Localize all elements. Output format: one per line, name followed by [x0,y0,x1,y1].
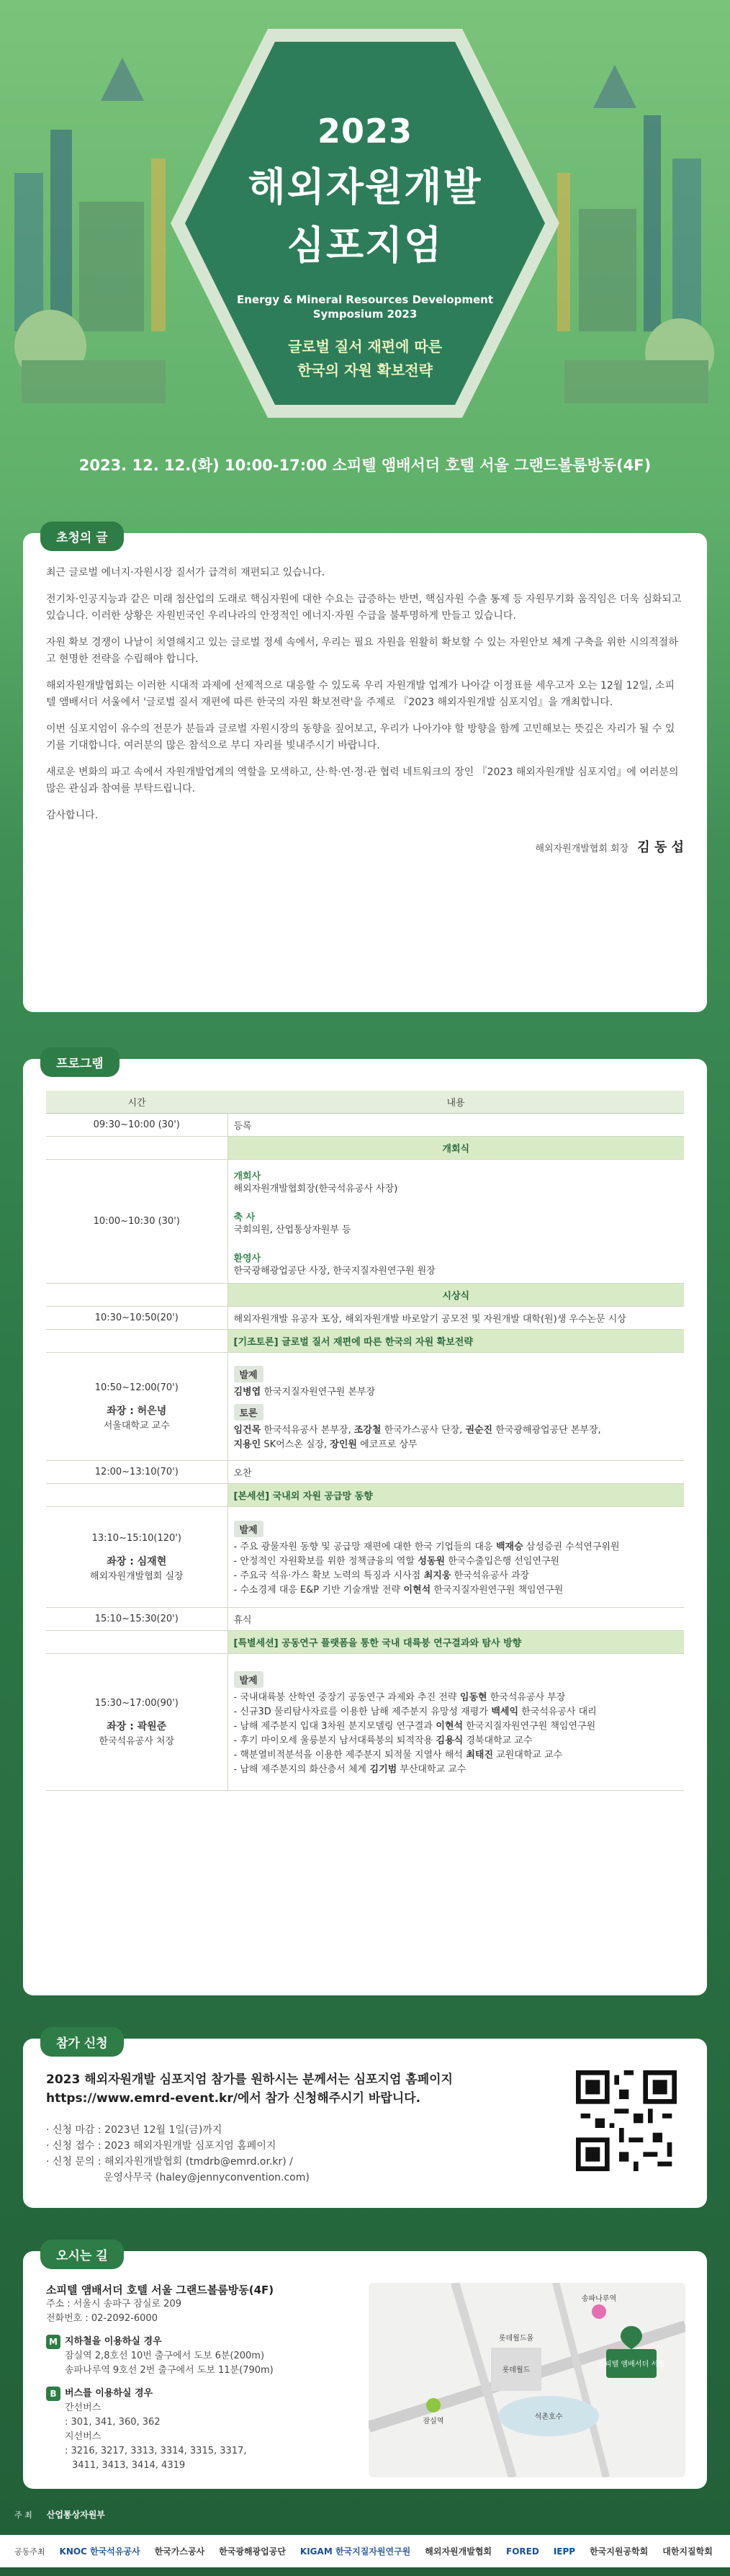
sponsor-logo: 대한지질학회 [662,2546,713,2557]
program-section [23,1059,707,1995]
subway-icon: M [46,2335,60,2349]
presentation-item [234,1719,679,1734]
presenter-affiliation: 경북대학교 교수 [463,1735,533,1746]
sponsor-logo: KIGAM 한국지질자원연구원 [299,2546,411,2557]
presentation-topic: - 안정적인 자원확보를 위한 정책금융의 역할 [233,1556,415,1567]
discussant-line [234,1438,679,1452]
presentation-tag: 발제 [234,1521,263,1537]
program-table [46,1091,684,1791]
time-cell [46,1353,227,1461]
map-songpa-label: 송파나루역 [581,2295,617,2303]
invitation-tab: 초청의 글 [40,522,124,551]
bus-icon: B [46,2387,60,2401]
presentation-topic: - 남해 제주분지 입대 3차원 분지모델링 연구결과 [233,1721,433,1732]
invitation-paragraph: 감사합니다. [46,810,99,821]
presenter-affiliation: 삼성증권 수석연구위원 [523,1542,620,1552]
table-row [46,1114,684,1137]
sponsor-logo: IEPP [553,2546,576,2557]
role-label: 개회사 [233,1171,261,1182]
content-cell: 해외자원개발 유공자 포상, 해외자원개발 바로알기 공모전 및 자원개발 대학(원)생 우수논문 시상 [227,1307,684,1330]
table-header-row [46,1091,684,1114]
presentation-item [234,1734,679,1748]
presenter-affiliation: 부산대학교 교수 [397,1764,467,1775]
hero-subtitle-line2: 한국의 자원 확보전략 [297,362,433,379]
session-chair: 좌장 : 허은녕 [107,1405,167,1417]
session-time: 10:50~12:00(70') [94,1382,179,1393]
hero-english-line2: Symposium 2023 [312,308,418,321]
presentation-item [234,1763,679,1777]
invitation-paragraph: 전기차·인공지능과 같은 미래 첨산업의 도래로 핵심자원에 대한 수요는 급증하는 반면, 핵심자원 수출 통제 등 자원무기화 움직임은 더욱 심화되고 있습니다. 이러한 상황은 자원빈국인 우리나라의 안정적인 에너지·자원 수급을 불투명하게 만들고 있습니다. [46,594,682,622]
content-cell: 오찬 [227,1461,684,1484]
presenter-name: 성동원 [414,1556,446,1567]
bus-numbers: : 3216, 3217, 3313, 3314, 3315, 3317, [65,2446,247,2456]
footer [0,2507,730,2576]
subway-heading-text: 지하철을 이용하실 경우 [65,2336,162,2347]
time-cell [46,1507,227,1608]
session-chair-affiliation: 서울대학교 교수 [103,1420,170,1431]
presentation-topic: - 남해 제주분지의 화산층서 체계 [233,1764,366,1775]
map-lotte-label: 롯데월드 [502,2366,531,2374]
session-chair: 좌장 : 심재현 [107,1555,167,1567]
presenter-name: 이현석 [432,1721,464,1732]
sponsor-logo: 한국지원공학회 [590,2546,649,2557]
subway-route: 잠실역 2,8호선 10번 출구에서 도보 6분(200m) [65,2351,265,2361]
hero-title-line2: 심포지엄 [287,223,443,268]
presentation-topic: - 주요 광물자원 동향 및 공급망 재편에 대한 한국 기업들의 대응 [233,1542,493,1552]
bus-heading [46,2387,356,2401]
presentation-item [234,1691,679,1705]
invitation-paragraph: 이번 심포지엄이 유수의 전문가 분들과 글로벌 자원시장의 동향을 짚어보고, 우리가 나아가야 할 방향을 함께 고민해보는 뜻깊은 자리가 될 수 있기를 기대합니다. 여러분의 많은 참석으로 부디 자리를 빛내주시기 바랍니다. [46,723,675,751]
presenter-affiliation: 한국지질자원연구원 책임연구원 [431,1585,564,1596]
bus-type: 간선버스 [65,2402,102,2413]
column-header-content: 내용 [227,1091,684,1114]
content-cell [227,1160,684,1284]
hero-text [0,112,730,380]
bus-heading-text: 버스를 이용하실 경우 [65,2388,153,2399]
time-cell [46,1484,227,1507]
directions-text [46,2283,356,2473]
sponsor-logo: 한국가스공사 [154,2546,205,2557]
program-tab: 프로그램 [40,1047,120,1077]
table-row [46,1608,684,1631]
subway-route: 송파나루역 9호선 2번 출구에서 도보 11분(790m) [65,2365,274,2376]
host-logo: 산업통상자원부 [46,2510,105,2520]
session-title: [기조토론] 글로벌 질서 재편에 따른 한국의 자원 확보전략 [227,1330,684,1353]
presentation-topic: - 국내대륙붕 산학연 중장기 공동연구 과제와 추진 전략 [233,1692,457,1703]
sponsor-label: 공동주최 [14,2546,45,2557]
presenter-affiliation: 교원대학교 교수 [493,1750,563,1761]
role-text: 해외자원개발협회장(한국석유공사 사장) [233,1184,398,1194]
role-text: 한국광해광업공단 사장, 한국지질자원연구원 원장 [233,1266,436,1276]
presenter-name: 최지웅 [420,1570,451,1581]
presentation-item [234,1555,679,1569]
role-label: 환영사 [233,1253,261,1264]
invitation-paragraph: 새로운 변화의 파고 속에서 자원개발업계의 역할을 모색하고, 산·학·연·정·관 협력 네트워크의 장인 『2023 해외자원개발 심포지엄』에 여러분의 많은 관심과 참여를 부탁드립니다. [46,766,679,795]
host-row [0,2508,730,2521]
sponsor-logo: 해외자원개발협회 [425,2546,492,2557]
map-lake-label: 석촌호수 [534,2413,563,2421]
discussant-name: 권순진 [465,1424,493,1436]
presentation-tag: 발제 [234,1671,263,1688]
registration-tab: 참가 신청 [40,2027,124,2057]
content-cell: 등록 [227,1114,684,1137]
map-hotel-label: 소피텔 앰배서더 서울 [598,2361,665,2369]
band-award: 시상식 [227,1284,684,1307]
presenter-affiliation: 한국수출입은행 선임연구원 [445,1556,560,1567]
presenter-name: 김기범 [366,1764,397,1775]
content-cell [227,1507,684,1608]
sponsor-logo: KNOC 한국석유공사 [59,2546,140,2557]
bus-numbers: : 301, 341, 360, 362 [65,2417,161,2428]
presenter-name: 김용식 [433,1735,464,1746]
time-cell: 10:30~10:50(20') [46,1307,227,1330]
role-text: 국회의원, 산업통상자원부 등 [233,1225,351,1235]
table-row [46,1484,684,1507]
bus-type: 지선버스 [65,2431,102,2442]
discussant-name: 임건목 [233,1424,261,1436]
session-time: 15:30~17:00(90') [94,1697,179,1709]
speaker-name: 김병엽 [233,1386,261,1397]
time-cell [46,1284,227,1307]
discussant-line [234,1423,679,1438]
venue-name: 소피텔 앰배서더 호텔 서울 그랜드볼룸방동(4F) [46,2284,274,2297]
invitation-paragraph: 해외자원개발협회는 이러한 시대적 과제에 선제적으로 대응할 수 있도록 우리 자원개발 업계가 나아갈 이정표를 세우고자 오는 12월 12일, 소피텔 앰배서더 서울에서 '글로벌 질서 재편에 따른 한국의 자원 확보전략'을 주제로 『2023 해외자원개발 심포지엄』을 개최합니다. [46,680,675,708]
role-label: 축 사 [233,1212,256,1223]
time-cell [46,1330,227,1353]
discussant-affiliation: 한국가스공사 단장, [381,1424,466,1436]
discussant-name: 지용인 [233,1439,261,1450]
table-row [46,1160,684,1284]
session-title: [특별세션] 공동연구 플랫폼을 통한 국내 대륙붕 연구결과와 탐사 방향 [227,1631,684,1654]
time-cell: 12:00~13:10(70') [46,1461,227,1484]
bus-numbers: 3411, 3413, 3414, 4319 [72,2460,186,2471]
directions-tab: 오시는 길 [40,2240,124,2269]
discussion-tag: 토론 [234,1404,263,1421]
table-row [46,1461,684,1484]
presentation-tag: 발제 [234,1366,263,1382]
speaker-line [234,1385,679,1400]
venue-address: 주소 : 서울시 송파구 잠실로 209 [46,2299,181,2309]
time-cell [46,1631,227,1654]
registration-method: · 신청 접수 : 2023 해외자원개발 심포지엄 홈페이지 [46,2140,276,2152]
presenter-affiliation: 한국석유공사 부장 [487,1692,566,1703]
map-mall-label: 롯데월드몰 [498,2335,534,2343]
hero-title-line1: 해외자원개발 [248,164,482,210]
session-title: [본세션] 국내외 자원 공급망 동향 [227,1484,684,1507]
table-row [46,1330,684,1353]
discussant-affiliation: SK어스온 실장, [261,1439,330,1450]
table-row [46,1307,684,1330]
presentation-topic: - 수소경제 대응 E&P 기반 기술개발 전략 [233,1585,400,1596]
hero-english-line1: Energy & Mineral Resources Development [236,293,493,306]
presenter-name: 백세익 [487,1707,518,1717]
time-cell: 15:10~15:30(20') [46,1608,227,1631]
session-time: 13:10~15:10(120') [91,1532,181,1544]
invitation-paragraph: 자원 확보 경쟁이 나날이 치열해지고 있는 글로벌 정세 속에서, 우리는 필요 자원을 원활히 확보할 수 있는 자원안보 체계 구축을 위한 시의적절하고 현명한 전략을 수립해야 합니다. [46,637,678,665]
discussant-affiliation: 한국광해광업공단 본부장, [492,1424,601,1436]
discussant-affiliation: 한국석유공사 본부장, [261,1424,354,1436]
presentation-topic: - 주요국 석유·가스 확보 노력의 특징과 시사점 [233,1570,421,1581]
invitation-paragraph: 최근 글로벌 에너지·자원시장 질서가 급격히 재편되고 있습니다. [46,567,325,578]
directions-section [23,2251,707,2489]
presentation-item [234,1748,679,1763]
time-cell [46,1654,227,1791]
discussant-name: 조강철 [353,1424,382,1436]
content-cell: 휴식 [227,1608,684,1631]
time-cell [46,1137,227,1160]
subway-heading [46,2335,356,2349]
event-date-place: 2023. 12. 12.(화) 10:00-17:00 소피텔 앰배서더 호텔 서울 그랜드볼룸방동(4F) [78,457,652,474]
location-map[interactable] [369,2283,685,2477]
presenter-name: 최태진 [462,1750,494,1761]
sponsor-logo: FORED [506,2546,539,2557]
session-chair: 좌장 : 곽원준 [107,1720,167,1732]
presentation-item [234,1705,679,1719]
band-opening: 개회식 [227,1137,684,1160]
table-row [46,1284,684,1307]
content-cell [227,1654,684,1791]
registration-url[interactable]: https://www.emrd-event.kr/에서 참가 신청해주시기 바랍니다. [46,2091,421,2106]
registration-contact-2: 운영사무국 (haley@jennyconvention.com) [104,2172,310,2183]
time-cell: 09:30~10:00 (30') [46,1114,227,1137]
presentation-topic: - 후기 마이오세 울릉분지 남서대륙붕의 퇴적작용 [233,1735,433,1746]
signature [46,837,684,856]
hero-subtitle-line1: 글로벌 질서 재편에 따른 [287,338,443,355]
signature-org: 해외자원개발협회 회장 [535,844,629,854]
registration-heading: 2023 해외자원개발 심포지엄 참가를 원하시는 분께서는 심포지엄 홈페이지 [46,2072,453,2087]
presentation-topic: - 핵분열비적분석을 이용한 제주분지 퇴적물 지열사 해석 [233,1750,463,1761]
table-row [46,1631,684,1654]
column-header-time: 시간 [46,1091,227,1114]
sponsor-logo: 한국광해광업공단 [219,2546,286,2557]
presenter-name: 백재승 [492,1542,523,1552]
registration-contact: · 신청 문의 : 해외자원개발협회 (tmdrb@emrd.or.kr) / [46,2156,293,2168]
invitation-section [23,533,707,1012]
content-cell [227,1353,684,1461]
hero-year: 2023 [317,112,413,151]
sponsor-row [0,2535,730,2567]
time-cell: 10:00~10:30 (30') [46,1160,227,1284]
presenter-affiliation: 한국지질자원연구원 책임연구원 [463,1721,596,1732]
presentation-item [234,1540,679,1555]
map-station-label: 잠실역 [423,2418,444,2425]
registration-deadline: · 신청 마감 : 2023년 12월 1일(금)까지 [46,2124,222,2136]
registration-section [23,2036,707,2208]
table-row [46,1137,684,1160]
presenter-name: 임동현 [456,1692,487,1703]
presenter-affiliation: 한국석유공사 대리 [518,1707,597,1717]
hero-banner [0,0,730,504]
venue-phone: 전화번호 : 02-2092-6000 [46,2313,158,2324]
discussant-affiliation: 에코프로 상무 [356,1439,418,1450]
presentation-item [234,1569,679,1583]
discussant-name: 장인원 [330,1439,357,1450]
presentation-item [234,1583,679,1598]
table-row [46,1654,684,1791]
table-row [46,1353,684,1461]
session-chair-affiliation: 해외자원개발협회 실장 [89,1570,184,1582]
presenter-affiliation: 한국석유공사 과장 [451,1570,530,1581]
speaker-affiliation: 한국지질자원연구원 본부장 [261,1386,376,1397]
presenter-name: 이현석 [400,1585,431,1596]
table-row [46,1507,684,1608]
qr-code[interactable] [576,2070,677,2171]
host-label: 주 최 [14,2510,32,2520]
signature-name: 김 동 섭 [637,840,684,855]
presentation-topic: - 신규3D 물리탐사자료를 이용한 남해 제주분지 유망성 재평가 [233,1707,488,1717]
session-chair-affiliation: 한국석유공사 처장 [99,1735,175,1747]
